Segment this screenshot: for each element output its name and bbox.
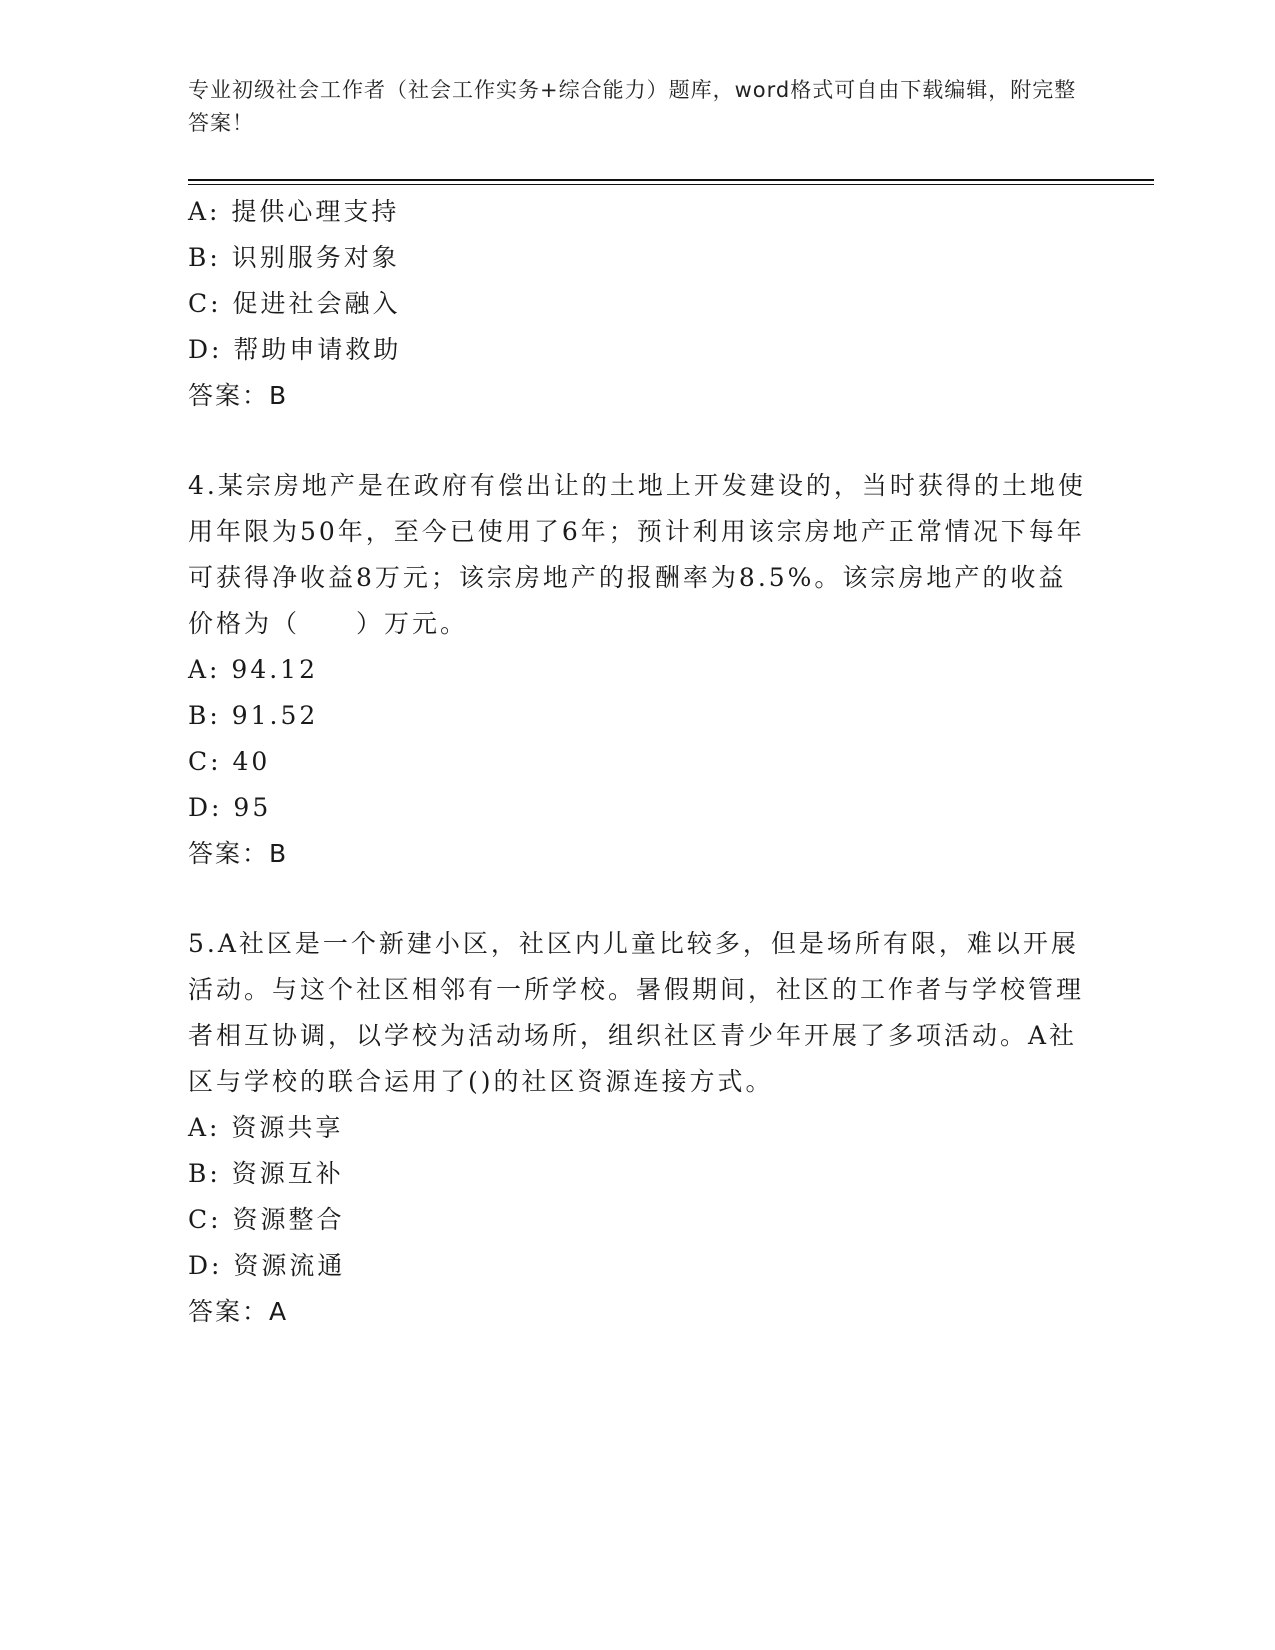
question-5-option-b: B: 资源互补	[188, 1159, 344, 1188]
question-3-option-b: B: 识别服务对象	[188, 243, 400, 272]
question-5-option-a: A: 资源共享	[188, 1113, 344, 1142]
question-4-text: 4.某宗房地产是在政府有偿出让的土地上开发建设的，当时获得的土地使用年限为50年，至今已使用了6年；预计利用该宗房地产正常情况下每年可获得净收益8万元；该宗房地产的报酬率为8.5%。该宗房地产的收益价格为（ ）万元。	[188, 471, 1086, 638]
document-body	[188, 189, 1088, 1335]
question-4-option-a: A: 94.12	[188, 655, 318, 684]
question-4-answer: 答案：B	[188, 839, 289, 868]
question-4-option-d: D: 95	[188, 793, 272, 822]
spacer	[188, 877, 1088, 921]
question-3-option-c: C: 促进社会融入	[188, 289, 401, 318]
question-5-text: 5.A社区是一个新建小区，社区内儿童比较多，但是场所有限，难以开展活动。与这个社区相邻有一所学校。暑假期间，社区的工作者与学校管理者相互协调，以学校为活动场所，组织社区青少年开展了多项活动。A社区与学校的联合运用了()的社区资源连接方式。	[188, 929, 1085, 1096]
question-4-option-b: B: 91.52	[188, 701, 319, 730]
question-5-options	[188, 1105, 1088, 1289]
question-4-option-c: C: 40	[188, 747, 271, 776]
spacer	[188, 419, 1088, 463]
document-header: 专业初级社会工作者（社会工作实务+综合能力）题库，word格式可自由下载编辑，附完整答案！	[188, 78, 1077, 135]
question-5-option-d: D: 资源流通	[188, 1251, 346, 1280]
question-5-option-c: C: 资源整合	[188, 1205, 345, 1234]
question-3-option-d: D: 帮助申请救助	[188, 335, 402, 364]
question-5-answer: 答案：A	[188, 1297, 289, 1326]
header-rule-thick	[188, 179, 1154, 181]
question-3-option-a: A: 提供心理支持	[188, 197, 400, 226]
question-3-options	[188, 189, 1088, 373]
question-3-answer: 答案：B	[188, 381, 289, 410]
header-rule-thin	[188, 184, 1154, 185]
question-4-options	[188, 647, 1088, 831]
